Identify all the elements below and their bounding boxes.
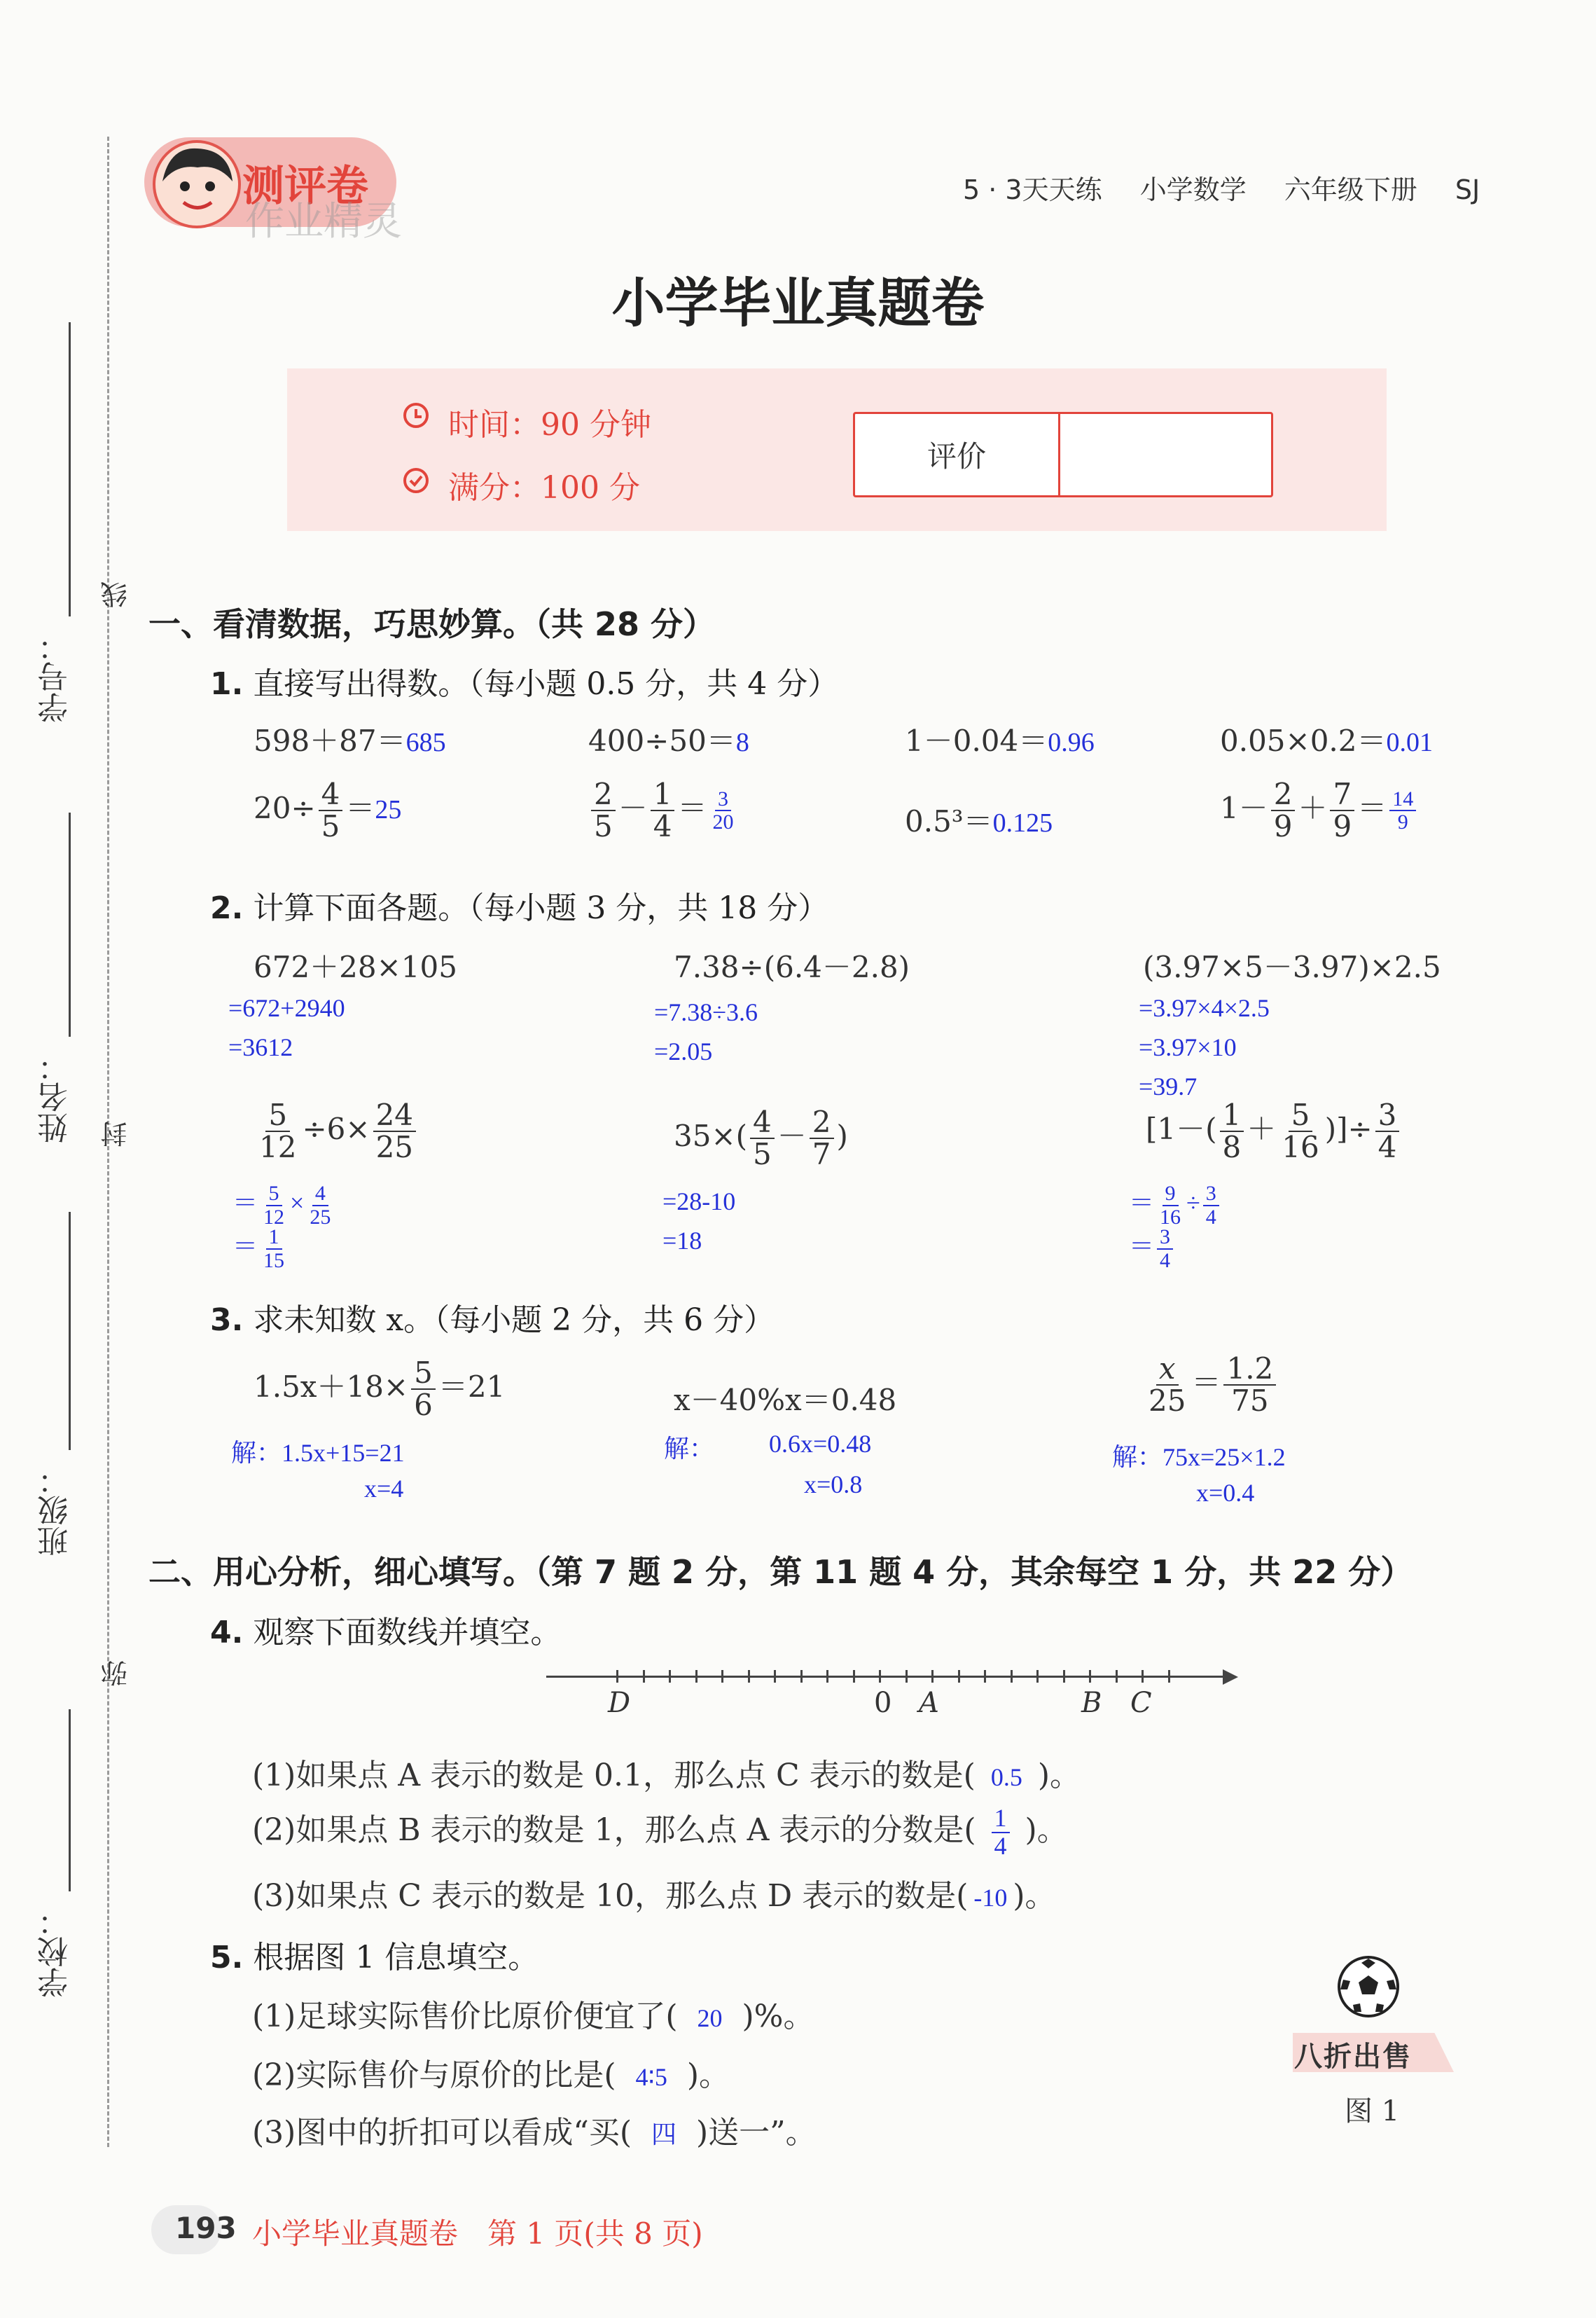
q4-title — [210, 1607, 561, 1652]
q3-text: 求未知数 x。（每小题 2 分，共 6 分） — [253, 1302, 775, 1338]
number-line-tick — [905, 1670, 908, 1683]
q2-p3-step-2[interactable]: =3.97×10 — [1139, 1033, 1237, 1061]
header-info — [963, 168, 1480, 207]
score-value: 100 分 — [541, 470, 640, 506]
q3-title — [210, 1295, 775, 1339]
q3-p2-step-2[interactable]: x=0.8 — [804, 1470, 863, 1498]
subject-name: 小学数学 — [1139, 174, 1247, 205]
section1-title: 一、看清数据，巧思妙算。（共 28 分） — [148, 605, 716, 643]
q1-number: 1. — [210, 666, 244, 702]
time-info — [448, 399, 651, 444]
q2-p5-step-2[interactable]: =18 — [662, 1227, 702, 1255]
number-line-tick — [721, 1670, 723, 1683]
number-line-tick — [1036, 1670, 1039, 1683]
section2-title: 二、用心分析，细心填写。（第 7 题 2 分，第 11 题 4 分，其余每空 1 分，共 22 分） — [148, 1553, 1413, 1591]
footer-text: 小学毕业真题卷 第 1 页(共 8 页) — [252, 2216, 703, 2251]
q2-problem-5: 35×( $\frac{4}{5}$ － $\frac{2}{7}$ ) — [674, 1105, 848, 1172]
point-label-b: B — [1081, 1687, 1102, 1719]
evaluation-label: 评价 — [855, 414, 1060, 495]
number-line-tick — [984, 1670, 986, 1683]
q1-item-5: 20÷ $\frac{4}{5}$ ＝25 — [254, 777, 402, 844]
page-title: 小学毕业真题卷 — [611, 272, 985, 334]
q4-number: 4. — [210, 1615, 244, 1650]
q1-answer-6[interactable]: $\frac{3}{20}$ — [712, 787, 734, 834]
point-label-c: C — [1130, 1687, 1152, 1719]
score-label: 满分： — [448, 470, 541, 506]
name-field[interactable] — [69, 813, 71, 1037]
q3-problem-3: $\frac{x}{25}$ ＝ $\frac{1.2}{75}$ — [1143, 1353, 1279, 1416]
q4-item-2: (2)如果点 B 表示的数是 1，那么点 A 表示的分数是( $\frac{1}{4}$ )。 — [252, 1803, 1068, 1860]
q2-p6-step-2[interactable]: ＝ $\frac{3}{4}$ — [1129, 1226, 1176, 1271]
q3-problem-1: 1.5x＋18× $\frac{5}{6}$ ＝21 — [254, 1355, 506, 1423]
number-line-tick — [853, 1670, 855, 1683]
q2-problem-3: (3.97×5－3.97)×2.5 — [1143, 950, 1441, 984]
q1-item-3: 1－0.04＝0.96 — [905, 724, 1095, 758]
seal-char: 封 — [101, 1121, 132, 1147]
number-line-tick — [958, 1670, 960, 1683]
number-line-tick — [643, 1670, 645, 1683]
q1-answer-8[interactable]: $\frac{14}{9}$ — [1389, 788, 1416, 834]
q2-problem-1: 672＋28×105 — [254, 950, 457, 984]
name-label: 姓名： — [38, 1051, 74, 1143]
class-field[interactable] — [69, 1212, 71, 1450]
q3-p2-step-0[interactable]: 解： — [664, 1435, 715, 1463]
number-line-tick — [800, 1670, 803, 1683]
q2-p1-step-1[interactable]: =672+2940 — [228, 994, 345, 1022]
q2-problem-6: [1－( $\frac{1}{8}$ ＋ $\frac{5}{16}$ )]÷ $\frac{3}{4}$ — [1146, 1100, 1402, 1163]
edition-name: SJ — [1455, 174, 1480, 205]
number-line-tick — [748, 1670, 750, 1683]
q5-item-2: (2)实际售价与原价的比是( 4∶5 )。 — [252, 2057, 730, 2093]
q5-number: 5. — [210, 1940, 244, 1975]
q1-answer-1[interactable]: 685 — [405, 728, 446, 757]
time-label: 时间： — [448, 407, 541, 443]
q4-answer-3[interactable]: -10 — [973, 1884, 1008, 1912]
q4-answer-2[interactable]: $\frac{1}{4}$ — [992, 1805, 1010, 1860]
number-line-tick — [1089, 1670, 1091, 1683]
q5-answer-1[interactable]: 20 — [697, 2004, 723, 2032]
q2-title — [210, 883, 828, 927]
q2-p4-step-2[interactable]: ＝ $\frac{1}{15}$ — [233, 1225, 285, 1272]
number-line-tick — [1116, 1670, 1118, 1683]
number-line-tick — [669, 1670, 671, 1683]
number-line-tick — [931, 1670, 934, 1683]
q1-item-4: 0.05×0.2＝0.01 — [1220, 724, 1434, 758]
q2-p2-step-2[interactable]: =2.05 — [654, 1037, 713, 1065]
number-line-tick — [1011, 1670, 1013, 1683]
q3-p2-step-1[interactable]: 0.6x=0.48 — [769, 1430, 872, 1458]
mi-char: 弥 — [101, 1660, 132, 1687]
q5-item-3: (3)图中的折扣可以看成“买( 四 )送一”。 — [252, 2115, 817, 2151]
q5-text: 根据图 1 信息填空。 — [253, 1940, 539, 1975]
q2-p4-step-1[interactable]: ＝ $\frac{5}{12}$ × $\frac{4}{25}$ — [233, 1182, 331, 1229]
score-info — [448, 462, 640, 507]
number-line-tick — [826, 1670, 828, 1683]
q4-text: 观察下面数线并填空。 — [253, 1615, 562, 1650]
q2-problem-2: 7.38÷(6.4－2.8) — [674, 950, 910, 984]
q2-number: 2. — [210, 890, 244, 926]
arrow-right-icon — [1223, 1669, 1238, 1685]
q2-p2-step-1[interactable]: =7.38÷3.6 — [654, 998, 758, 1026]
sale-text: 八折出售 — [1294, 2040, 1412, 2073]
number-line-tick — [1063, 1670, 1065, 1683]
number-line-tick — [616, 1670, 618, 1683]
q4-item-3: (3)如果点 C 表示的数是 10，那么点 D 表示的数是( -10 )。 — [252, 1878, 1056, 1914]
clock-icon — [403, 403, 429, 428]
q1-answer-5[interactable]: 25 — [375, 795, 402, 825]
number-line-tick — [1142, 1670, 1144, 1683]
student-id-field[interactable] — [69, 322, 71, 616]
q5-title — [210, 1932, 539, 1977]
q3-p1-step-1[interactable]: 解：1.5x+15=21 — [231, 1439, 405, 1467]
q1-answer-4[interactable]: 0.01 — [1386, 728, 1434, 757]
q2-p1-step-2[interactable]: =3612 — [228, 1033, 293, 1061]
evaluation-field[interactable] — [1060, 414, 1271, 495]
q2-problem-4: $\frac{5}{12}$ ÷6× $\frac{24}{25}$ — [254, 1100, 419, 1163]
q1-title — [210, 658, 838, 703]
point-label-zero: 0 — [874, 1687, 892, 1719]
q1-item-8: 1－ $\frac{2}{9}$ ＋ $\frac{7}{9}$ ＝ $\frac{14}{9}$ — [1220, 779, 1419, 842]
time-value: 90 分钟 — [541, 407, 651, 443]
q3-p3-step-2[interactable]: x=0.4 — [1196, 1479, 1255, 1507]
q5-answer-2[interactable]: 4∶5 — [635, 2063, 667, 2091]
evaluation-box — [853, 412, 1273, 497]
q2-p5-step-1[interactable]: =28-10 — [662, 1187, 736, 1215]
q1-answer-7[interactable]: 0.125 — [992, 808, 1053, 838]
q2-p3-step-1[interactable]: =3.97×4×2.5 — [1139, 994, 1270, 1022]
q4-item-1: (1)如果点 A 表示的数是 0.1，那么点 C 表示的数是( 0.5 )。 — [252, 1758, 1081, 1793]
class-label: 班级： — [38, 1464, 74, 1557]
q1-text: 直接写出得数。（每小题 0.5 分，共 4 分） — [253, 666, 839, 702]
q3-number: 3. — [210, 1302, 244, 1338]
q1-item-7: 0.5³＝0.125 — [905, 804, 1053, 839]
student-id-label: 学号： — [38, 630, 74, 723]
series-name: 5 · 3天天练 — [963, 174, 1102, 205]
q5-answer-3[interactable]: 四 — [651, 2120, 677, 2148]
school-label: 学校： — [38, 1905, 74, 1998]
q1-answer-3[interactable]: 0.96 — [1048, 728, 1095, 757]
school-field[interactable] — [69, 1709, 71, 1891]
number-line — [546, 1676, 1226, 1678]
point-label-a: A — [919, 1687, 939, 1719]
grade-name: 六年级下册 — [1284, 174, 1417, 205]
number-line-tick — [879, 1670, 881, 1683]
watermark: 作业精灵 — [245, 199, 402, 244]
q1-item-6: $\frac{2}{5}$ － $\frac{1}{4}$ ＝ $\frac{3}{20}$ — [588, 779, 740, 842]
q2-p6-step-1[interactable]: ＝ $\frac{9}{16}$ ÷ $\frac{3}{4}$ — [1129, 1182, 1222, 1228]
soccer-ball-icon — [1336, 1954, 1401, 2019]
badge-label: 测评卷 — [242, 162, 368, 211]
q1-answer-2[interactable]: 8 — [735, 728, 749, 757]
q2-p3-step-3[interactable]: =39.7 — [1139, 1072, 1198, 1101]
q3-p3-step-1[interactable]: 解：75x=25×1.2 — [1112, 1443, 1286, 1471]
q4-answer-1[interactable]: 0.5 — [990, 1763, 1022, 1791]
number-line-tick — [774, 1670, 776, 1683]
figure-caption: 图 1 — [1345, 2095, 1400, 2127]
q3-problem-2: x－40%x＝0.48 — [674, 1383, 897, 1417]
q1-item-2: 400÷50＝8 — [588, 724, 749, 758]
number-line-tick — [695, 1670, 698, 1683]
q1-item-1: 598＋87＝685 — [254, 724, 446, 758]
cartoon-face-icon — [153, 140, 241, 228]
q3-p1-step-2[interactable]: x=4 — [364, 1475, 404, 1503]
point-label-d: D — [608, 1687, 631, 1719]
line-char: 线 — [101, 581, 132, 608]
q2-text: 计算下面各题。（每小题 3 分，共 18 分） — [253, 890, 829, 926]
page-number: 193 — [175, 2211, 237, 2245]
q5-item-1: (1)足球实际售价比原价便宜了( 20 )%。 — [252, 1999, 814, 2034]
check-icon — [403, 468, 429, 493]
number-line-tick — [1168, 1670, 1170, 1683]
